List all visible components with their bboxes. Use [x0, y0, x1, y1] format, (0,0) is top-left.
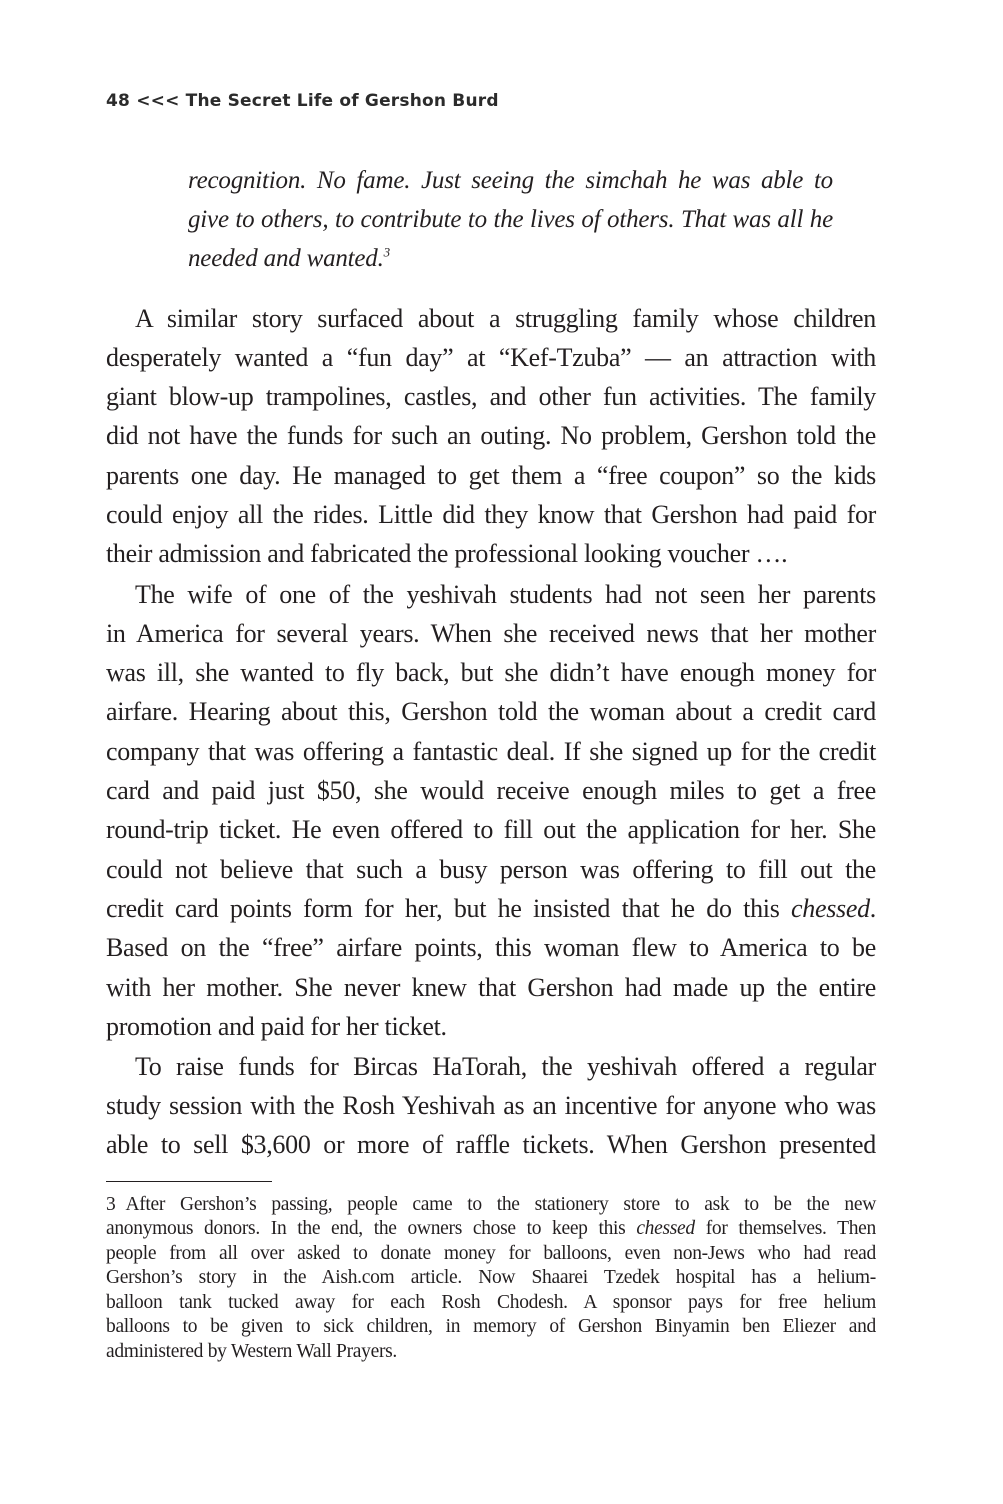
footnote-text: After Gershon’s passing, people came to the stationery store to ask to be the new: [125, 1194, 876, 1215]
footnote-number: 3: [106, 1194, 116, 1215]
text-line: round-trip ticket. He even offered to fill out the application for her. She: [106, 815, 876, 844]
text-line: in America for several years. When she received news that her mother: [106, 619, 876, 648]
text-segment: .: [869, 894, 876, 923]
footnote-text: anonymous donors. In the end, the owners chose to keep this: [106, 1218, 637, 1239]
quote-line: recognition. No fame. Just seeing the simchah he was able to: [188, 167, 833, 194]
footnote-line: administered by Western Wall Prayers.: [106, 1341, 398, 1362]
italic-term: chessed: [636, 1218, 695, 1239]
text-line: their admission and fabricated the professional looking voucher ….: [106, 539, 788, 568]
text-line: was ill, she wanted to fly back, but she didn’t have enough money for: [106, 658, 876, 687]
text-line: study session with the Rosh Yeshivah as an incentive for anyone who was: [106, 1091, 876, 1120]
text-line: with her mother. She never knew that Gershon had made up the entire: [106, 973, 876, 1002]
text-line: Based on the “free” airfare points, this woman flew to America to be: [106, 933, 876, 962]
text-line: airfare. Hearing about this, Gershon told the woman about a credit card: [106, 697, 876, 726]
text-line: card and paid just $50, she would receive enough miles to get a free: [106, 776, 876, 805]
text-line: able to sell $3,600 or more of raffle tickets. When Gershon presented: [106, 1130, 876, 1159]
header-separator: <<<: [136, 91, 180, 111]
text-line: company that was offering a fantastic deal. If she signed up for the credit: [106, 737, 876, 766]
text-line: parents one day. He managed to get them a “free coupon” so the kids: [106, 461, 876, 490]
text-line: giant blow-up trampolines, castles, and other fun activities. The family: [106, 382, 876, 411]
footnote-line: [106, 1193, 876, 1218]
footnote-divider: [106, 1181, 272, 1182]
page-number: 48: [106, 91, 131, 111]
text-line: did not have the funds for such an outing. No problem, Gershon told the: [106, 421, 876, 450]
footnote-line: Gershon’s story in the Aish.com article. Now Shaarei Tzedek hospital has a helium-: [106, 1267, 876, 1288]
quote-line: [188, 239, 833, 278]
footnote-line: people from all over asked to donate money for balloons, even non-Jews who had read: [106, 1243, 876, 1264]
quote-text: needed and wanted.: [188, 245, 384, 272]
footnote-line: balloons to be given to sick children, in memory of Gershon Binyamin ben Eliezer and: [106, 1316, 876, 1337]
italic-term: chessed: [791, 894, 870, 923]
text-line: promotion and paid for her ticket.: [106, 1012, 447, 1041]
text-line: could not believe that such a busy person was offering to fill out the: [106, 855, 876, 884]
text-line: desperately wanted a “fun day” at “Kef-Tzuba” — an attraction with: [106, 343, 876, 372]
quote-line: give to others, to contribute to the lives of others. That was all he: [188, 206, 833, 233]
running-header: [106, 91, 499, 111]
footnote-line: balloon tank tucked away for each Rosh Chodesh. A sponsor pays for free helium: [106, 1292, 876, 1313]
text-line: could enjoy all the rides. Little did they know that Gershon had paid for: [106, 500, 876, 529]
text-line: A similar story surfaced about a struggling family whose children: [135, 304, 876, 333]
text-line: To raise funds for Bircas HaTorah, the yeshivah offered a regular: [135, 1052, 876, 1081]
text-line: [106, 889, 876, 928]
footnote-line: [106, 1217, 876, 1242]
text-line: The wife of one of the yeshivah students had not seen her parents: [135, 580, 876, 609]
book-title: The Secret Life of Gershon Burd: [185, 91, 499, 111]
footnote-text: for themselves. Then: [694, 1218, 876, 1239]
text-segment: credit card points form for her, but he insisted that he do this: [106, 894, 792, 923]
footnote-reference: 3: [383, 244, 390, 260]
